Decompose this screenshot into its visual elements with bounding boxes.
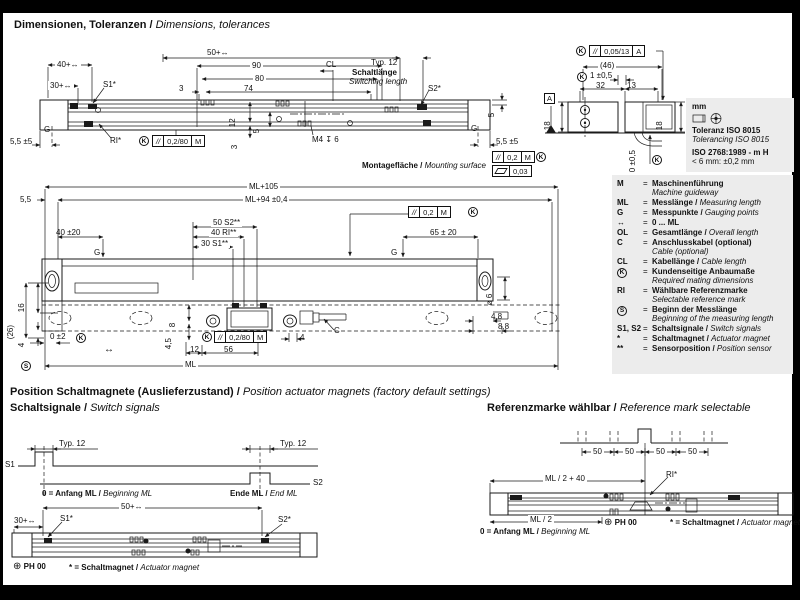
dim-label-4b: 4 [300,333,305,342]
label-end-ml: Ende ML / End ML [230,489,298,498]
label-s2-signal: S2 [313,478,323,487]
dim-label-50-b: 50 [625,447,634,456]
circle-k-symbol: K [536,152,546,162]
parallelism-icon: // [493,152,504,162]
fcf-parallelism-section: // 0,05/13 A [589,45,645,57]
legend-row-k: K = Kundenseitige Anbaumaße Required mating dimensions [617,267,789,285]
circle-s-symbol: S [21,361,31,371]
dim-label-65pm20: 65 ± 20 [430,228,457,237]
label-typ12: Typ. 12 [371,58,398,67]
legend-row-m: M = Maschinenführung Machine guideway [617,179,724,197]
dim-label-ml105: ML+105 [249,182,279,191]
parallelism-icon: // [590,46,601,56]
dim-label-40-ri: 40 RI** [211,228,237,237]
circle-k-symbol: K [576,46,586,56]
tolerance-range: < 6 mm: ±0,2 mm [692,157,755,167]
dim-label-dia6-rot: ø 6 [484,293,494,306]
unit-label: mm [692,102,707,111]
legend-row-ol: OL = Gesamtlänge / Overall length [617,228,759,237]
flatness-icon [494,168,507,174]
dim-label-88: 8,8 [498,322,510,331]
dim-label-3b-rot: 3 [229,144,239,150]
dim-label-40pm20: 40 ±20 [56,228,81,237]
reference-mark-diagram [490,429,793,524]
circle-k-symbol: K [652,155,662,165]
circle-k-symbol: K [468,207,478,217]
dim-label-ml94: ML+94 ±0,4 [245,195,288,204]
tolerance-en: Tolerancing ISO 8015 [692,135,770,145]
tolerance-note-panel [686,98,794,172]
label-s2-magnet: S2* [428,84,441,93]
dim-label-32: 32 [596,81,605,90]
circle-k-symbol: K [617,268,627,278]
dim-label-0pm05-rot: 0 ±0,5 [627,150,637,173]
dim-label-12-rot: 12 [227,118,237,128]
legend-row-s1s2: S1, S2 = Schaltsignale / Switch signals [617,324,761,333]
label-s1-magnet-pos: S1* [60,514,73,523]
dim-label-30plus-magnets: 30+↔ [14,516,36,525]
dim-label-8-rot: 8 [167,322,177,328]
middle-view-dimensions [26,187,558,370]
top-view-linework [40,100,490,150]
circle-k-symbol: K [202,332,212,342]
dim-label-50plus: 50+↔ [207,48,229,57]
top-view-dimensions [32,54,507,148]
ph00-marker-icon: ⊕ [13,561,22,572]
label-cable-c: C [334,326,340,335]
dim-label-ml: ML [185,360,197,369]
circle-k-symbol: K [76,333,86,343]
label-switching-length: Switching length [349,77,408,86]
section-heading-refmark: Referenzmarke wählbar / Reference mark selectable [487,402,751,414]
legend-row-range: ↔ = 0 ... ML [617,218,680,227]
note-actuator-magnet-right: * = Schaltmagnet / Actuator magnet [670,518,800,527]
note-actuator-magnet-left: * = Schaltmagnet / Actuator magnet [69,563,200,572]
label-s2-magnet-pos: S2* [278,515,291,524]
page-title: Dimensionen, Toleranzen / Dimensions, tolerances [14,19,270,31]
iso-standard: ISO 2768:1989 - m H [692,147,769,157]
dim-label-13: 13 [627,81,636,90]
fcf-parallelism-body: // 0,2/80 M [152,135,205,147]
magnet-position-drawing [12,508,317,557]
label-ph00-left: ⊕ PH 00 [13,561,46,572]
middle-view-linework [42,259,560,331]
dim-label-18-left-rot: 18 [542,121,552,131]
ph00-marker-icon: ⊕ [604,517,613,528]
cylinder-and-position-icon [692,112,726,125]
parallelism-icon: // [409,207,420,217]
dim-label-16-rot: 16 [16,303,26,313]
dim-label-3: 3 [179,84,184,93]
label-cable-length: CL [326,60,337,69]
fcf-parallelism-mid: // 0,2 M [408,206,451,218]
tolerance-de: Toleranz ISO 8015 [692,125,761,135]
label-g-left: G [44,125,51,134]
dim-label-30plus: 30+↔ [50,81,72,90]
legend-panel [612,175,793,374]
label-g1: G [94,248,101,257]
section-heading-magnets: Position Schaltmagnete (Auslieferzustand) / Position actuator magnets (factory default settings) [10,386,491,398]
dim-label-48: 4,8 [491,312,503,321]
dim-label-12-mid: 12 [190,345,199,354]
dim-label-55-left: 5,5 ±5 [10,137,33,146]
dim-label-50-d: 50 [688,447,697,456]
dim-label-50-c: 50 [656,447,665,456]
dim-label-80: 80 [255,74,264,83]
label-typ12-end: Typ. 12 [280,439,307,448]
label-beginning-ml-right: 0 = Anfang ML / Beginning ML [480,527,591,536]
dim-label-0pm2: 0 ±2 [50,332,66,341]
dim-label-40plus: 40+↔ [57,60,79,69]
tolerance-icons [692,112,788,126]
label-ph00-right: ⊕ PH 00 [604,517,637,528]
dim-label-5-right-rot: 5 [486,112,496,118]
datum-a-box: A [544,93,555,104]
dim-label-50plus-magnets: 50+↔ [121,502,143,511]
circle-s-symbol: S [617,306,627,316]
dim-label-56: 56 [224,345,233,354]
dim-label-5-rot: 5 [251,128,261,134]
range-arrow-icon: ↔ [617,218,625,227]
parallelism-icon: // [215,332,226,342]
circle-k-symbol: K [139,136,149,146]
label-ri-pos: RI* [666,470,678,479]
label-s1-signal: S1 [5,460,15,469]
dim-label-55-mid: 5,5 [20,195,32,204]
fcf-parallelism-mid80: // 0,2/80 M [214,331,267,343]
legend-row-g: G = Messpunkte / Gauging points [617,208,759,217]
dim-label-30-s1: 30 S1** [201,239,229,248]
parallelism-icon: // [153,136,164,146]
dim-label-1pm05: 1 ±0,5 [590,71,613,80]
legend-row-s: S = Beginn der Messlänge Beginning of the measuring length [617,305,789,323]
legend-row-sensor: ** = Sensorposition / Position sensor [617,344,772,353]
label-typ12-start: Typ. 12 [59,439,86,448]
dim-label-18-right-rot: 18 [654,121,664,131]
dim-label-50-a: 50 [593,447,602,456]
dim-label-ml2: ML / 2 [530,515,552,524]
section-heading-signals: Schaltsignale / Switch signals [10,402,160,414]
label-schaltlaenge: Schaltlänge [352,68,397,77]
fcf-flatness-mount: 0,03 [492,165,532,177]
label-g-right: G [471,124,478,133]
dim-label-50-s2: 50 S2** [213,218,241,227]
dim-label-46: (46) [600,61,615,70]
legend-row-magnet: * = Schaltmagnet / Actuator magnet [617,334,770,343]
dim-label-4-rot: 4 [16,342,26,348]
dim-label-55-right: 5,5 ±5 [496,137,519,146]
legend-row-cl: CL = Kabellänge / Cable length [617,257,747,266]
fcf-parallelism-mount: // 0,2 M [492,151,535,163]
label-mounting-surface: Montagefläche / Mounting surface [361,161,486,170]
label-g2: G [391,248,398,257]
label-m4-thread: M4 ↧ 6 [312,135,339,144]
dim-label-74: 74 [244,84,253,93]
legend-row-ri: RI = Wählbare Referenzmarke Selectable reference mark [617,286,748,304]
legend-row-c: C = Anschlusskabel (optional) Cable (optional) [617,238,752,256]
circle-k-symbol: K [577,72,587,82]
label-s1-magnet: S1* [103,80,116,89]
legend-row-ml: ML = Messlänge / Measuring length [617,198,761,207]
dim-label-45-rot: 4,5 [163,338,173,350]
dim-label-ml2-40: ML / 2 + 40 [545,474,585,483]
dim-label-26-rot: (26) [5,324,15,340]
range-arrow-icon: ↔ [104,344,114,355]
label-ri-refmark: RI* [110,136,122,145]
dim-label-90: 90 [252,61,261,70]
label-beginning-ml: 0 = Anfang ML / Beginning ML [42,489,153,498]
